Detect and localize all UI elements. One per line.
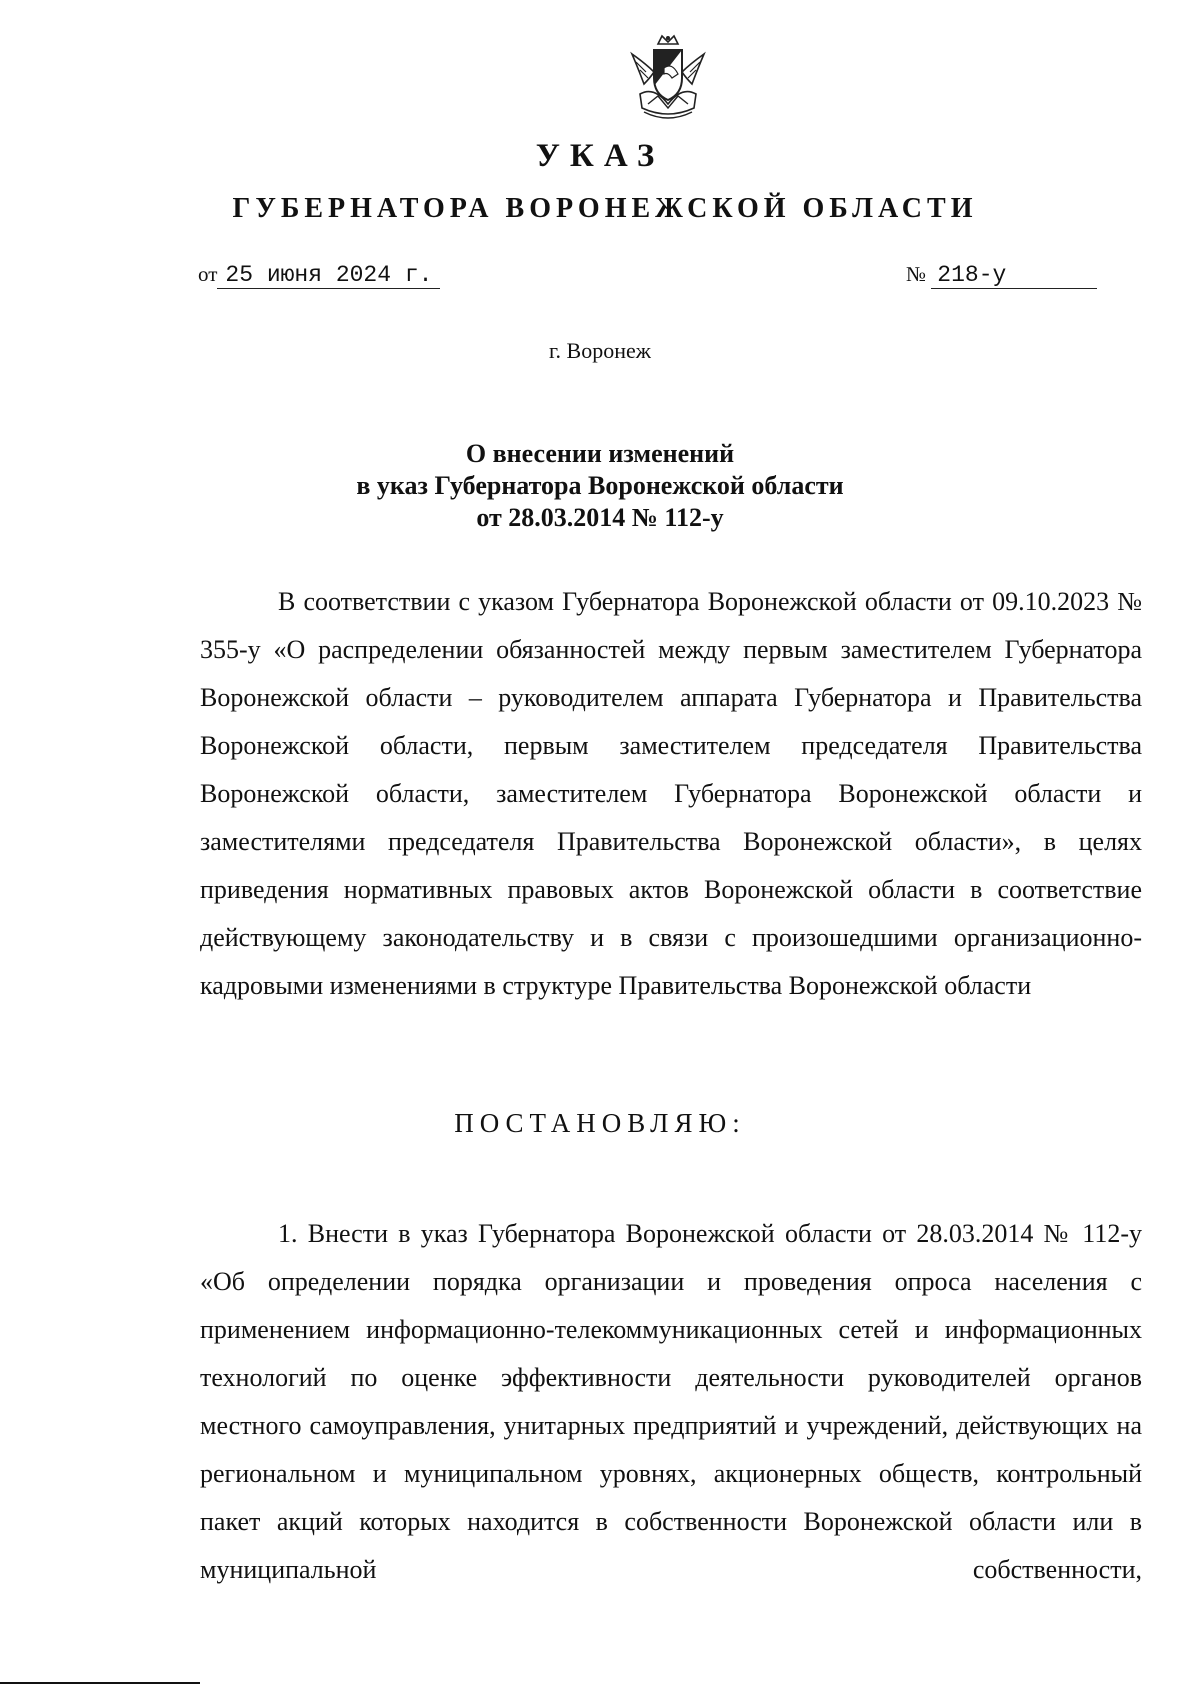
number-line bbox=[906, 262, 1097, 289]
heading-line-1: О внесении изменений bbox=[465, 439, 735, 468]
date-value: 25 июня 2024 bbox=[225, 262, 392, 288]
document-heading bbox=[0, 438, 1200, 534]
heading-line-2: в указ Губернатора Воронежской области bbox=[356, 471, 844, 500]
coat-of-arms-icon bbox=[624, 34, 712, 122]
number-value: 218-у bbox=[931, 262, 1097, 289]
date-line bbox=[198, 262, 440, 289]
heading-line-3: от 28.03.2014 № 112-у bbox=[476, 503, 724, 532]
document-title: УКАЗ bbox=[535, 138, 665, 174]
city-label: г. Воронеж bbox=[549, 338, 651, 363]
item-1-paragraph: 1. Внести в указ Губернатора Воронежской области от 28.03.2014 № 112-у «Об определении порядка организации и проведения опроса населения с применением информационно-телекоммуникационных сетей и информационных технологий по оценке эффективности деятельности руководителей органов местного самоуправления, унитарных предприятий и учреждений, действующих на региональном и муниципальном уровнях, акционерных обществ, контрольный пакет акций которых находится в собственности Воронежской области или в муниципальной собственности, bbox=[200, 1219, 1142, 1584]
date-suffix: г. bbox=[404, 262, 433, 288]
number-prefix: № bbox=[906, 262, 927, 286]
date-field bbox=[217, 262, 440, 289]
footer-divider bbox=[0, 1682, 200, 1684]
preamble-paragraph: В соответствии с указом Губернатора Воронежской области от 09.10.2023 № 355-у «О распределении обязанностей между первым заместителем Губернатора Воронежской области – руководителем аппарата Губернатора и Правительства Воронежской области, первым заместителем председателя Правительства Воронежской области, заместителем Губернатора Воронежской области и заместителями председателя Правительства Воронежской области», в целях приведения нормативных правовых актов Воронежской области в соответствие действующему законодательству и в связи с произошедшими организационно-кадровыми изменениями в структуре Правительства Воронежской области bbox=[200, 587, 1142, 1000]
date-prefix: от bbox=[198, 262, 218, 286]
decree-word: ПОСТАНОВЛЯЮ: bbox=[454, 1108, 746, 1138]
document-subtitle: ГУБЕРНАТОРА ВОРОНЕЖСКОЙ ОБЛАСТИ bbox=[232, 193, 978, 224]
